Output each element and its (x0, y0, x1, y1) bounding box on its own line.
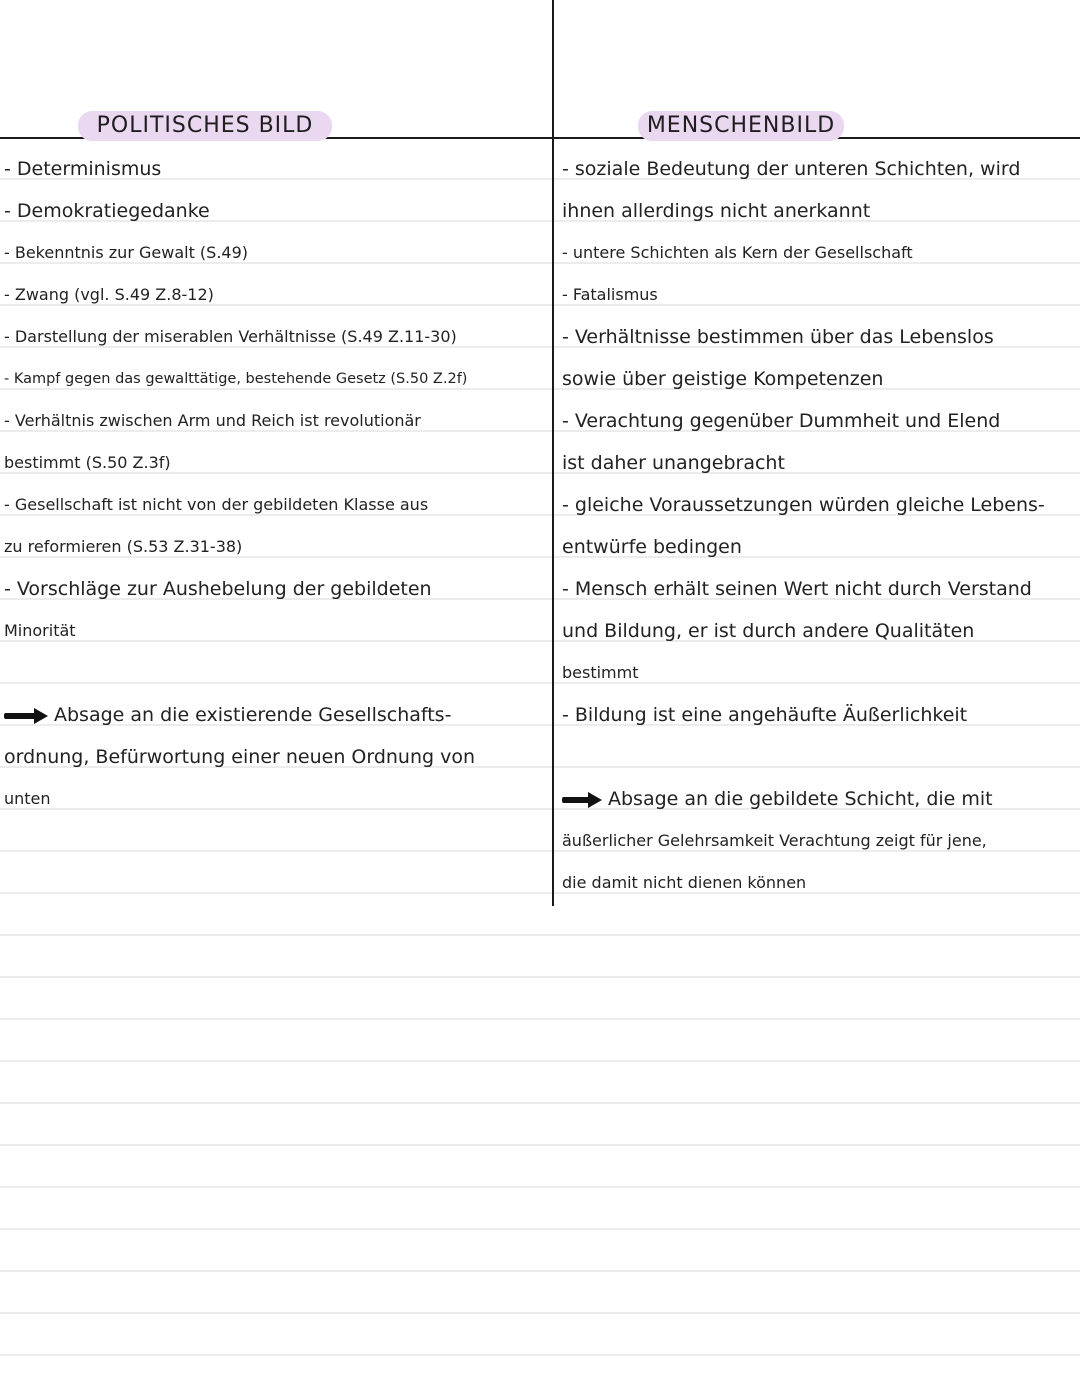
right-conclusion-text: Absage an die gebildete Schicht, die mit (608, 788, 993, 810)
arrow-right-icon (4, 708, 48, 724)
left-line: - Demokratiegedanke (4, 200, 210, 222)
right-line: ihnen allerdings nicht anerkannt (562, 200, 871, 222)
right-line: - Verhältnisse bestimmen über das Lebenslos (562, 326, 994, 348)
right-line: äußerlicher Gelehrsamkeit Verachtung zeigt für jene, (562, 831, 987, 850)
left-column (4, 148, 548, 820)
right-line: - untere Schichten als Kern der Gesellschaft (562, 243, 913, 262)
left-line: bestimmt (S.50 Z.3f) (4, 453, 171, 472)
left-line: - Determinismus (4, 158, 162, 180)
right-line: sowie über geistige Kompetenzen (562, 368, 884, 390)
right-line: - Bildung ist eine angehäufte Äußerlichkeit (562, 704, 968, 726)
left-line: - Darstellung der miserablen Verhältnisse (S.49 Z.11-30) (4, 327, 457, 346)
right-line: ist daher unangebracht (562, 452, 785, 474)
right-line: und Bildung, er ist durch andere Qualitäten (562, 620, 975, 642)
left-line (4, 652, 548, 694)
right-line: bestimmt (562, 663, 639, 682)
right-column-heading: MENSCHENBILD (638, 111, 844, 141)
column-divider (552, 0, 554, 906)
left-line: - Verhältnis zwischen Arm und Reich ist revolutionär (4, 411, 421, 430)
right-column (562, 148, 1076, 904)
right-line: - Mensch erhält seinen Wert nicht durch Verstand (562, 578, 1032, 600)
arrow-right-icon (562, 792, 602, 808)
right-line: entwürfe bedingen (562, 536, 742, 558)
right-line: - Verachtung gegenüber Dummheit und Elend (562, 410, 1001, 432)
left-line: Minorität (4, 621, 76, 640)
left-line: - Gesellschaft ist nicht von der gebildeten Klasse aus (4, 495, 429, 514)
left-conclusion-text: Absage an die existierende Gesellschafts- (54, 704, 452, 726)
left-line: ordnung, Befürwortung einer neuen Ordnung von (4, 746, 476, 768)
right-line (562, 736, 1076, 778)
left-line: - Kampf gegen das gewalttätige, bestehende Gesetz (S.50 Z.2f) (4, 371, 468, 387)
right-line: - Fatalismus (562, 285, 658, 304)
right-conclusion-line (562, 778, 1076, 820)
left-line: - Zwang (vgl. S.49 Z.8-12) (4, 285, 214, 304)
left-line: - Vorschläge zur Aushebelung der gebildeten (4, 578, 432, 600)
left-conclusion-line (4, 694, 548, 736)
left-column-heading: POLITISCHES BILD (78, 111, 332, 141)
left-line: zu reformieren (S.53 Z.31-38) (4, 537, 243, 556)
right-line: - gleiche Voraussetzungen würden gleiche Lebens- (562, 494, 1045, 516)
left-line: - Bekenntnis zur Gewalt (S.49) (4, 243, 249, 262)
right-line: die damit nicht dienen können (562, 873, 807, 892)
right-line: - soziale Bedeutung der unteren Schichten, wird (562, 158, 1021, 180)
left-line: unten (4, 789, 51, 808)
